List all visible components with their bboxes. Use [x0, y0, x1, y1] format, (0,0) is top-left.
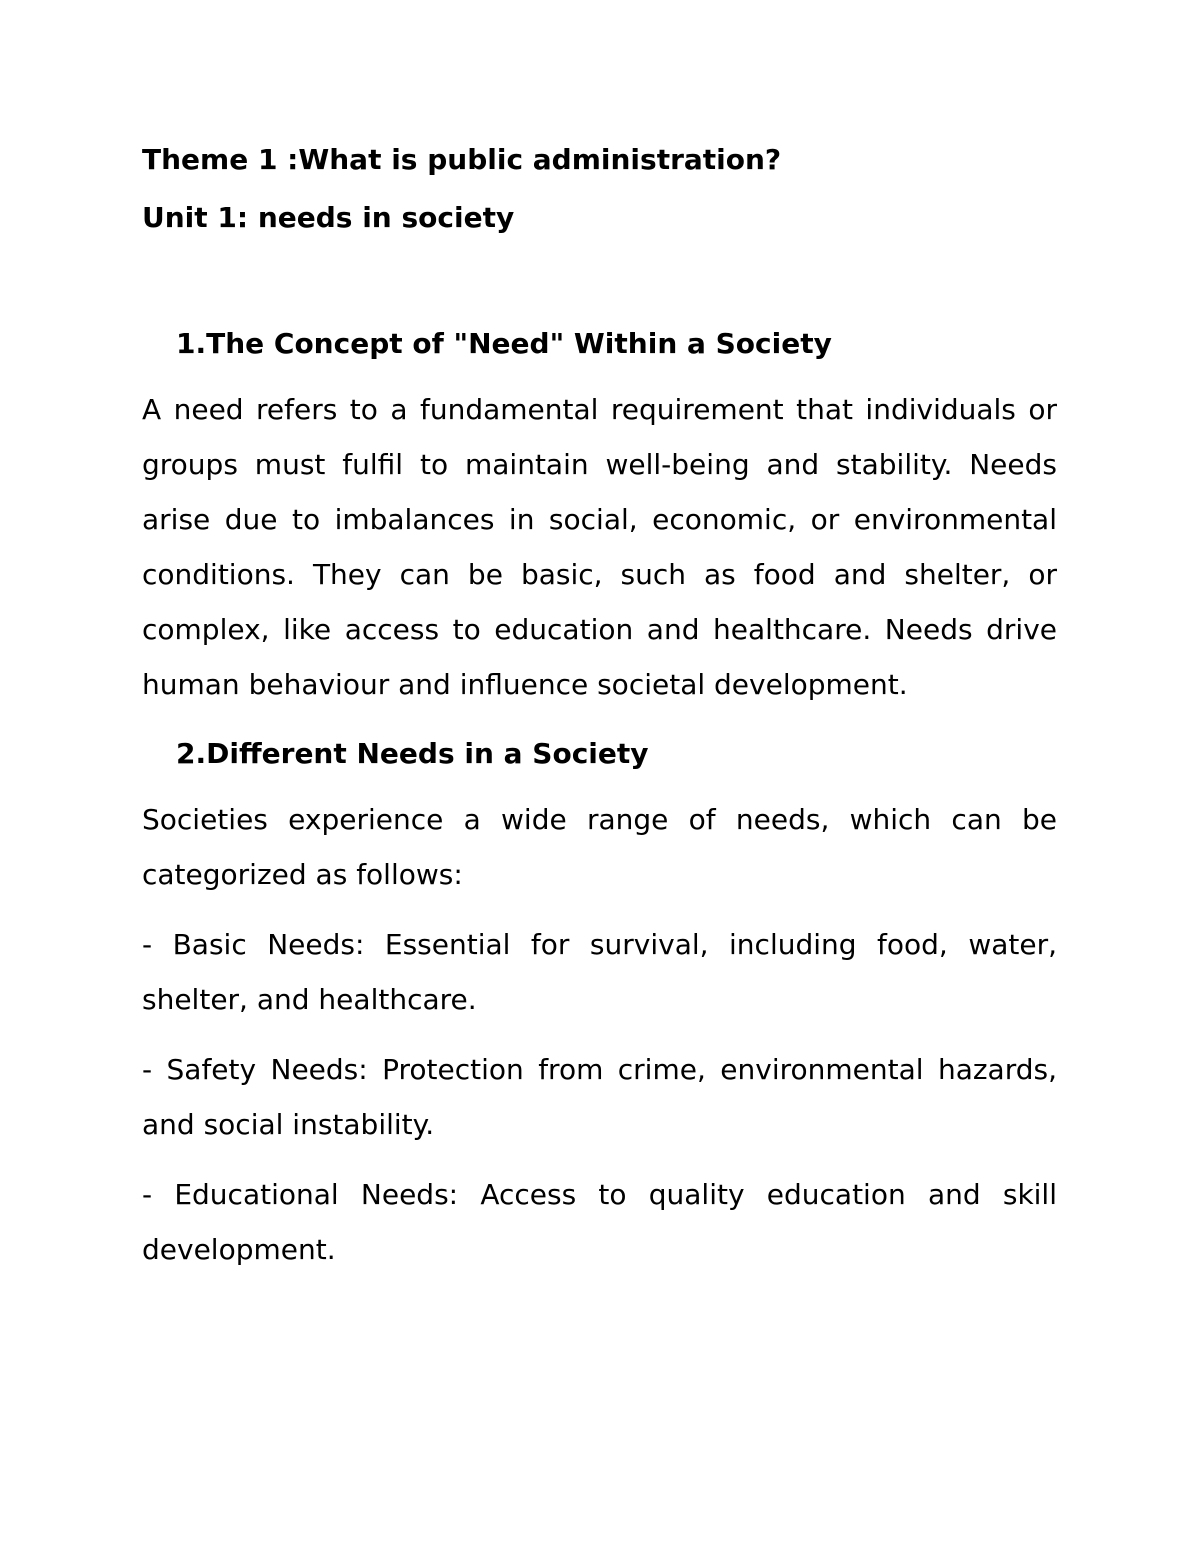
section-heading-different-needs: 2.Different Needs in a Society	[176, 737, 649, 770]
unit-title: Unit 1: needs in society	[142, 201, 515, 234]
section-heading-concept-of-need: 1.The Concept of "Need" Within a Society	[176, 327, 832, 360]
list-item-safety-needs: - Safety Needs: Protection from crime, environmental hazards, and social instability.	[142, 1053, 1057, 1141]
section-paragraph-intro: Societies experience a wide range of needs, which can be categorized as follows:	[142, 803, 1057, 891]
theme-title: Theme 1 :What is public administration?	[142, 143, 782, 176]
section-paragraph-concept-of-need: A need refers to a fundamental requirement that individuals or groups must fulfil to maintain well-being and stability. Needs arise due to imbalances in social, economic, or environmental conditions. They can be basic, such as food and shelter, or complex, like access to education and healthcare. Needs drive human behaviour and influence societal development.	[142, 393, 1057, 701]
list-item-basic-needs: - Basic Needs: Essential for survival, including food, water, shelter, and healthcare.	[142, 928, 1057, 1016]
list-item-educational-needs: - Educational Needs: Access to quality education and skill development.	[142, 1178, 1057, 1266]
document-content	[142, 138, 1057, 1277]
